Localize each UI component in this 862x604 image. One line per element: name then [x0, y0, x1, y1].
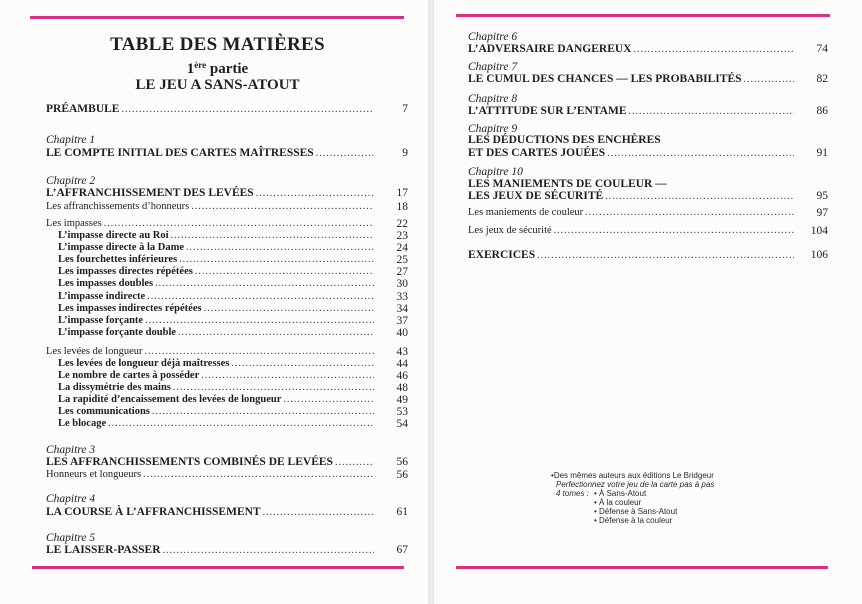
toc-entry[interactable]: Les jeux de sécurité ..... 104	[468, 225, 796, 236]
toc-entry-longueur[interactable]: Les levées de longueur ..... 43	[46, 346, 376, 357]
toc-entry-chapter-10[interactable]: LES JEUX DE SÉCURITÉ ..... 95	[468, 190, 796, 202]
toc-sub-entry[interactable]: La dissymétrie des mains ..... 48	[58, 382, 376, 393]
footnote-volume: • À la couleur	[594, 498, 642, 507]
bottom-rule-left	[32, 566, 404, 569]
toc-sub-entry[interactable]: L’impasse indirecte ..... 33	[58, 291, 376, 302]
toc-entry-chapter-4[interactable]: LA COURSE À L’AFFRANCHISSEMENT ..... 61	[46, 506, 376, 518]
chapter-heading: Chapitre 10	[468, 166, 523, 178]
chapter-heading: Chapitre 9	[468, 123, 518, 135]
toc-entry[interactable]: Les affranchissements d’honneurs ..... 18	[46, 201, 376, 212]
toc-entry-chapter-8[interactable]: L’ATTITUDE SUR L’ENTAME ..... 86	[468, 105, 796, 117]
toc-entry-chapter-6[interactable]: L’ADVERSAIRE DANGEREUX ..... 74	[468, 43, 796, 55]
toc-sub-entry[interactable]: Les communications ..... 53	[58, 406, 376, 417]
top-rule-left	[30, 16, 404, 19]
toc-entry-chapter-3[interactable]: LES AFFRANCHISSEMENTS COMBINÉS DE LEVÉES ..... 56	[46, 456, 376, 468]
chapter-heading: Chapitre 8	[468, 93, 518, 105]
chapter-heading: Chapitre 1	[46, 134, 96, 146]
top-rule-right	[456, 14, 830, 17]
chapter-heading: Chapitre 2	[46, 175, 96, 187]
chapter-heading: Chapitre 6	[468, 31, 518, 43]
chapter-heading: Chapitre 7	[468, 61, 518, 73]
chapter-heading: Chapitre 3	[46, 444, 96, 456]
toc-entry[interactable]: Les maniements de couleur ..... 97	[468, 207, 796, 218]
footnote-volume: • Défense à Sans-Atout	[594, 507, 678, 516]
toc-entry[interactable]: Honneurs et longueurs ..... 56	[46, 469, 376, 480]
toc-entry-chapter-10-line1[interactable]: LES MANIEMENTS DE COULEUR —	[468, 178, 667, 190]
toc-entry-chapter-5[interactable]: LE LAISSER-PASSER ..... 67	[46, 544, 376, 556]
footnote-volume: • À Sans-Atout	[594, 489, 647, 498]
toc-entry-preamble[interactable]: PRÉAMBULE ..... 7	[46, 103, 376, 115]
toc-sub-entry[interactable]: Les impasses doubles ..... 30	[58, 278, 376, 289]
page-title: TABLE DES MATIÈRES	[110, 34, 325, 55]
toc-sub-entry[interactable]: Les impasses directes répétées ..... 27	[58, 266, 376, 277]
toc-sub-entry[interactable]: Le nombre de cartes à posséder ..... 46	[58, 370, 376, 381]
toc-entry-chapter-1[interactable]: LE COMPTE INITIAL DES CARTES MAÎTRESSES ..... 9	[46, 147, 376, 159]
toc-sub-entry[interactable]: Les impasses indirectes répétées ..... 34	[58, 303, 376, 314]
footnote-bullet: •	[551, 471, 554, 480]
footnote-volume: • Défense à la couleur	[594, 516, 673, 525]
chapter-heading: Chapitre 4	[46, 493, 96, 505]
toc-sub-entry[interactable]: Le blocage ..... 54	[58, 418, 376, 429]
toc-entry-chapter-2[interactable]: L’AFFRANCHISSEMENT DES LEVÉES ..... 17	[46, 187, 376, 199]
toc-sub-entry[interactable]: L’impasse directe au Roi ..... 23	[58, 230, 376, 241]
footnote-publisher: •Des mêmes auteurs aux éditions Le Bridgeur	[551, 471, 714, 480]
toc-sub-entry[interactable]: Les fourchettes inférieures ..... 25	[58, 254, 376, 265]
toc-entry-chapter-9-line1[interactable]: LES DÉDUCTIONS DES ENCHÈRES	[468, 134, 661, 146]
part-number: 1ère partie	[186, 60, 249, 77]
footnote-volumes-count: 4 tomes :	[556, 489, 589, 498]
chapter-heading: Chapitre 5	[46, 532, 96, 544]
toc-entry-impasses[interactable]: Les impasses ..... 22	[46, 218, 376, 229]
toc-entry-chapter-7[interactable]: LE CUMUL DES CHANCES — LES PROBABILITÉS ..... 82	[468, 73, 796, 85]
footnote-series-title: Perfectionnez votre jeu de la carte pas à pas	[556, 480, 715, 489]
toc-entry-chapter-9[interactable]: ET DES CARTES JOUÉES ..... 91	[468, 147, 796, 159]
toc-sub-entry[interactable]: L’impasse forçante double ..... 40	[58, 327, 376, 338]
toc-sub-entry[interactable]: L’impasse forçante ..... 37	[58, 315, 376, 326]
toc-sub-entry[interactable]: La rapidité d’encaissement des levées de longueur ..... 49	[58, 394, 376, 405]
toc-sub-entry[interactable]: L’impasse directe à la Dame ..... 24	[58, 242, 376, 253]
part-title: LE JEU A SANS-ATOUT	[135, 77, 300, 93]
toc-entry-exercises[interactable]: EXERCICES ..... 106	[468, 249, 796, 261]
bottom-rule-right	[456, 566, 828, 569]
toc-sub-entry[interactable]: Les levées de longueur déjà maîtresses ..... 44	[58, 358, 376, 369]
